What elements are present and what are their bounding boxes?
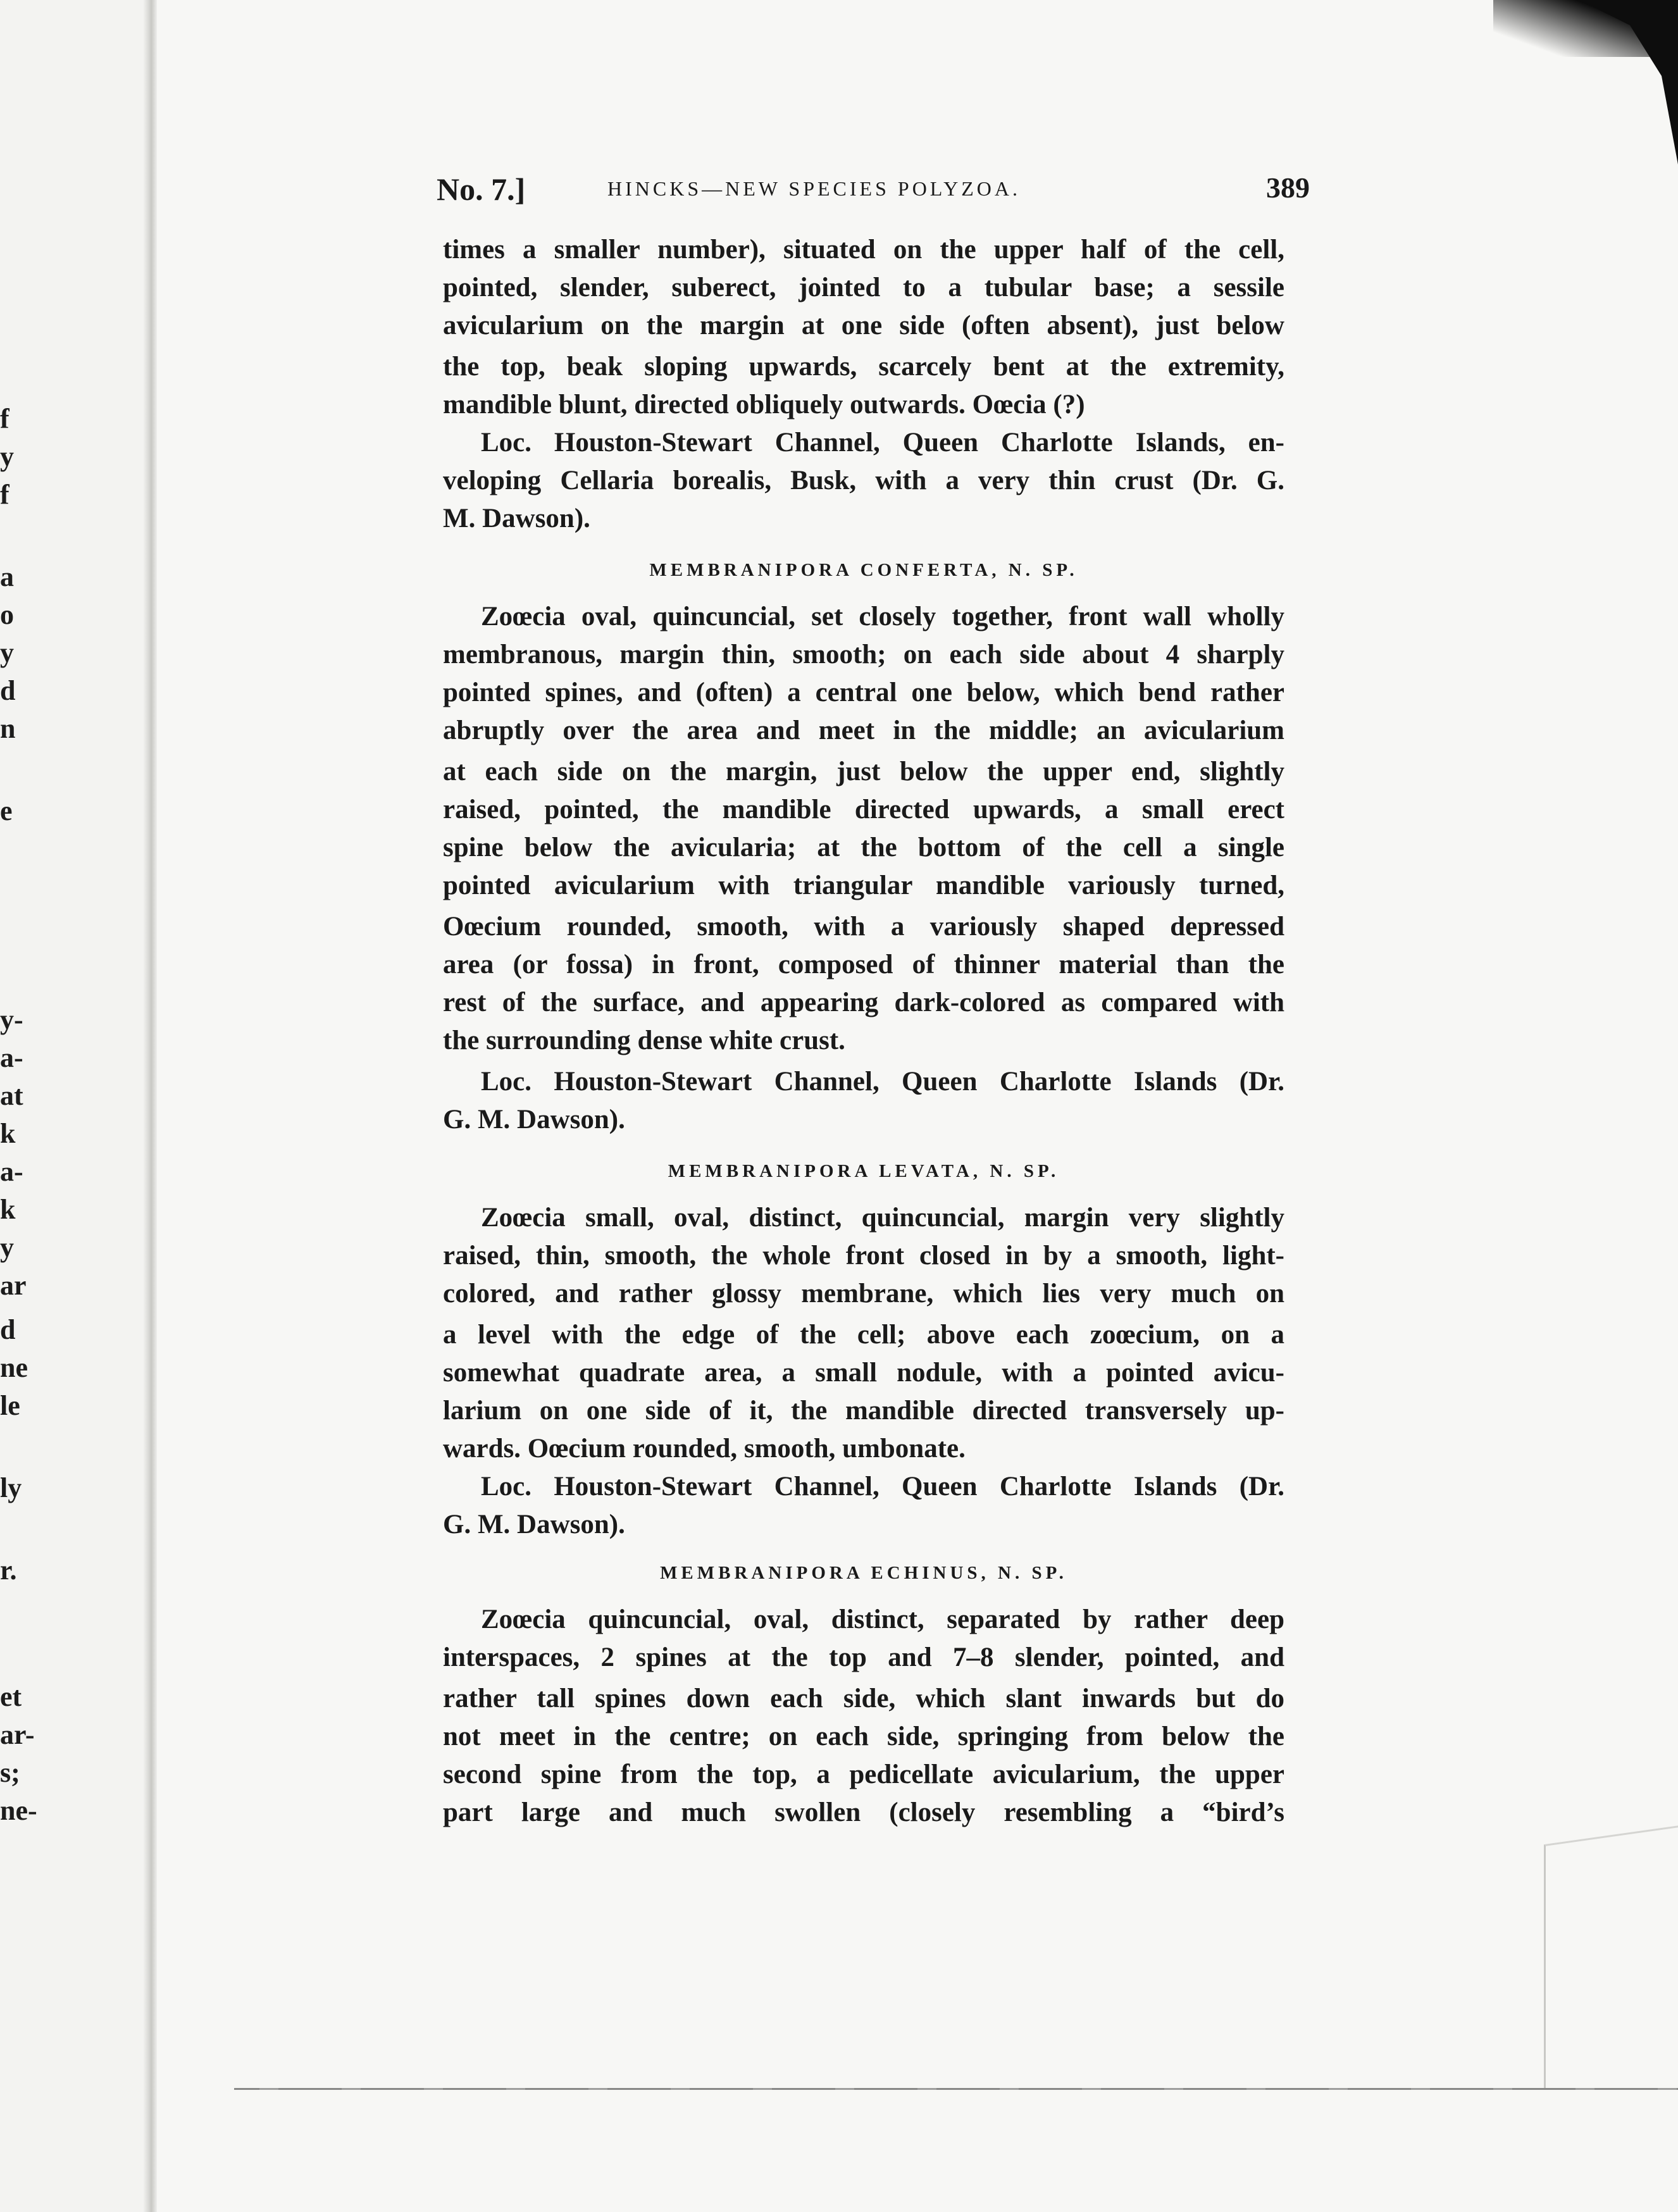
text-line: rest of the surface, and appearing dark-colored as compared with: [443, 988, 1284, 1017]
issue-number: No. 7.]: [437, 171, 526, 207]
margin-fragment: ar: [0, 1270, 27, 1301]
margin-fragment: k: [0, 1118, 16, 1149]
margin-fragment: y: [0, 441, 14, 472]
text-line: not meet in the centre; on each side, springing from below the: [443, 1722, 1284, 1751]
text-line: spine below the avicularia; at the bottom of the cell a single: [443, 833, 1284, 862]
margin-fragment: ar-: [0, 1719, 35, 1750]
torn-bottom-edge: [234, 2088, 1678, 2212]
margin-fragment: d: [0, 675, 16, 706]
text-line: larium on one side of it, the mandible directed transversely up-: [443, 1396, 1284, 1426]
margin-fragment: k: [0, 1194, 16, 1225]
text-line: membranous, margin thin, smooth; on each side about 4 sharply: [443, 640, 1284, 669]
page-corner-fold: [1544, 1825, 1678, 2099]
running-header: [437, 171, 1310, 209]
margin-fragment: d: [0, 1314, 16, 1345]
margin-fragment: a-: [0, 1042, 23, 1073]
text-line: pointed avicularium with triangular mandible variously turned,: [443, 871, 1284, 900]
species-heading: MEMBRANIPORA LEVATA, N. SP.: [668, 1161, 1060, 1181]
book-gutter: [143, 0, 157, 2212]
text-line: times a smaller number), situated on the upper half of the cell,: [443, 235, 1284, 264]
running-title: HINCKS—NEW SPECIES POLYZOA.: [607, 177, 1021, 200]
margin-fragment: et: [0, 1681, 22, 1712]
text-line: M. Dawson).: [443, 504, 590, 533]
text-line: somewhat quadrate area, a small nodule, with a pointed avicu-: [443, 1358, 1284, 1388]
text-line: veloping Cellaria borealis, Busk, with a very thin crust (Dr. G.: [443, 466, 1284, 495]
margin-fragment: a: [0, 561, 14, 592]
text-line: Loc. Houston-Stewart Channel, Queen Charlotte Islands (Dr.: [481, 1472, 1284, 1501]
text-line: part large and much swollen (closely resembling a “bird’s: [443, 1798, 1284, 1827]
text-line: raised, pointed, the mandible directed upwards, a small erect: [443, 795, 1284, 824]
margin-fragment: y: [0, 637, 14, 668]
text-line: Oœcium rounded, smooth, with a variously shaped depressed: [443, 912, 1284, 941]
species-heading: MEMBRANIPORA CONFERTA, N. SP.: [649, 560, 1078, 580]
margin-fragment: y-: [0, 1004, 23, 1035]
text-line: Zoœcia quincuncial, oval, distinct, separated by rather deep: [481, 1605, 1284, 1634]
margin-fragment: ly: [0, 1472, 22, 1503]
text-line: rather tall spines down each side, which slant inwards but do: [443, 1684, 1284, 1713]
text-line: area (or fossa) in front, composed of thinner material than the: [443, 950, 1284, 979]
text-line: raised, thin, smooth, the whole front closed in by a smooth, light-: [443, 1241, 1284, 1271]
margin-fragment: f: [0, 403, 9, 434]
text-line: G. M. Dawson).: [443, 1105, 625, 1134]
margin-fragment: ne: [0, 1352, 28, 1383]
text-line: abruptly over the area and meet in the middle; an avicularium: [443, 716, 1284, 745]
species-heading: MEMBRANIPORA ECHINUS, N. SP.: [660, 1563, 1067, 1583]
text-line: Zoœcia small, oval, distinct, quincuncial, margin very slightly: [481, 1203, 1284, 1233]
margin-fragment: o: [0, 599, 14, 630]
margin-fragment: n: [0, 713, 16, 744]
text-line: the surrounding dense white crust.: [443, 1026, 845, 1055]
text-line: G. M. Dawson).: [443, 1510, 625, 1539]
margin-fragment: a-: [0, 1156, 23, 1187]
text-line: at each side on the margin, just below the upper end, slightly: [443, 757, 1284, 786]
text-line: Loc. Houston-Stewart Channel, Queen Charlotte Islands, en-: [481, 428, 1284, 457]
text-line: Loc. Houston-Stewart Channel, Queen Charlotte Islands (Dr.: [481, 1067, 1284, 1097]
text-line: mandible blunt, directed obliquely outwards. Oœcia (?): [443, 390, 1085, 419]
margin-fragment: le: [0, 1390, 20, 1421]
text-line: second spine from the top, a pedicellate avicularium, the upper: [443, 1760, 1284, 1789]
margin-fragment: ne-: [0, 1795, 37, 1826]
text-line: pointed, slender, suberect, jointed to a tubular base; a sessile: [443, 273, 1284, 302]
page-number: 389: [1266, 171, 1310, 204]
margin-fragment: at: [0, 1080, 23, 1111]
text-line: wards. Oœcium rounded, smooth, umbonate.: [443, 1434, 966, 1463]
text-line: the top, beak sloping upwards, scarcely bent at the extremity,: [443, 352, 1284, 382]
margin-fragment: r.: [0, 1555, 17, 1586]
previous-page-edge: [0, 0, 149, 2212]
margin-fragment: f: [0, 479, 9, 510]
text-line: interspaces, 2 spines at the top and 7–8 slender, pointed, and: [443, 1643, 1284, 1672]
margin-fragment: y: [0, 1232, 14, 1263]
text-line: avicularium on the margin at one side (often absent), just below: [443, 311, 1284, 340]
text-line: colored, and rather glossy membrane, which lies very much on: [443, 1279, 1284, 1308]
text-line: pointed spines, and (often) a central one below, which bend rather: [443, 678, 1284, 707]
text-line: Zoœcia oval, quincuncial, set closely together, front wall wholly: [481, 602, 1284, 631]
margin-fragment: s;: [0, 1757, 20, 1788]
text-line: a level with the edge of the cell; above each zoœcium, on a: [443, 1320, 1284, 1350]
scan-shadow: [1493, 0, 1678, 57]
margin-fragment: e: [0, 795, 13, 826]
